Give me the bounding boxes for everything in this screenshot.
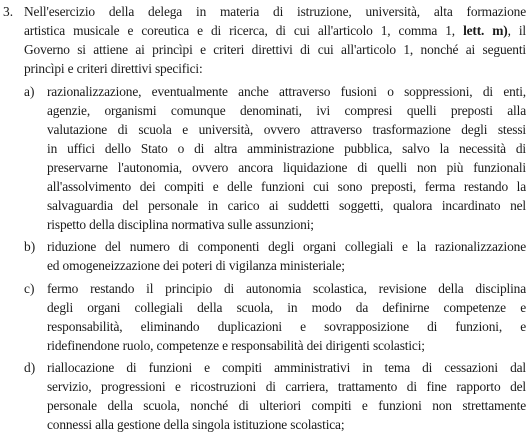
- item-line: connessi alla gestione della singola istituzione scolastica;: [47, 417, 345, 432]
- item-line: rispetto della disciplina normativa sulle assunzioni;: [47, 217, 314, 232]
- item-line: razionalizzazione, eventualmente anche attraverso fusioni o soppressioni, di enti,: [47, 84, 526, 99]
- item-line: responsabilità, eliminando duplicazioni e sovrapposizione di funzioni, e: [47, 319, 526, 334]
- paragraph-number: 3.: [3, 4, 14, 19]
- paragraph-line: Nell'esercizio della delega in materia di istruzione, università, alta formazione: [24, 4, 526, 19]
- item-line: servizio, progressioni e ricostruzioni di carriera, trattamento di fine rapporto del: [47, 379, 526, 394]
- paragraph-line-text: artistica musicale e coreutica e di ricerca, di cui all'articolo 1, comma 1,: [24, 23, 456, 38]
- item-line: fermo restando il principio di autonomia scolastica, revisione della disciplina: [47, 281, 526, 296]
- item-line: salvaguardia del personale in carico ai suddetti soggetti, qualora incardinato nel: [47, 198, 526, 213]
- item-line: agenzie, organismi comunque denominati, ivi compresi quelli preposti alla: [47, 103, 526, 118]
- paragraph-line-tail: , il: [507, 23, 526, 38]
- reference-lett-m: lett. m): [463, 23, 508, 38]
- item-marker: c): [24, 281, 35, 296]
- paragraph-line: Governo si attiene ai princìpi e criteri direttivi di cui all'articolo 1, nonché ai seguenti: [24, 42, 526, 57]
- item-line: ridefinendone ruolo, competenze e responsabilità dei dirigenti scolastici;: [47, 338, 425, 353]
- item-line: degli organi collegiali della scuola, in modo da definirne competenze e: [47, 300, 526, 315]
- item-marker: a): [24, 84, 35, 99]
- paragraph-line: [24, 22, 526, 40]
- item-line: personale della scuola, nonché di ulteriori compiti e funzioni non strettamente: [47, 398, 526, 413]
- item-line: in uffici dello Stato o di altra amministrazione pubblica, salvo la necessità di: [47, 141, 526, 156]
- item-line: preservarne l'autonomia, ovvero ancora liquidazione di quelli non più funzionali: [47, 160, 526, 175]
- item-marker: b): [24, 239, 36, 254]
- item-line: riallocazione di funzioni e compiti amministrativi in tema di cessazioni dal: [47, 360, 526, 375]
- item-line: ed omogeneizzazione dei poteri di vigilanza ministeriale;: [47, 258, 345, 273]
- item-line: riduzione del numero di componenti degli organi collegiali e la razionalizzazione: [47, 239, 526, 254]
- item-marker: d): [24, 360, 36, 375]
- paragraph-line: princìpi e criteri direttivi specifici:: [24, 61, 203, 76]
- item-line: valutazione di scuola e università, ovvero attraverso trasformazione degli stessi: [47, 122, 526, 137]
- item-line: all'assolvimento dei compiti e delle funzioni cui sono preposti, ferma restando la: [47, 179, 526, 194]
